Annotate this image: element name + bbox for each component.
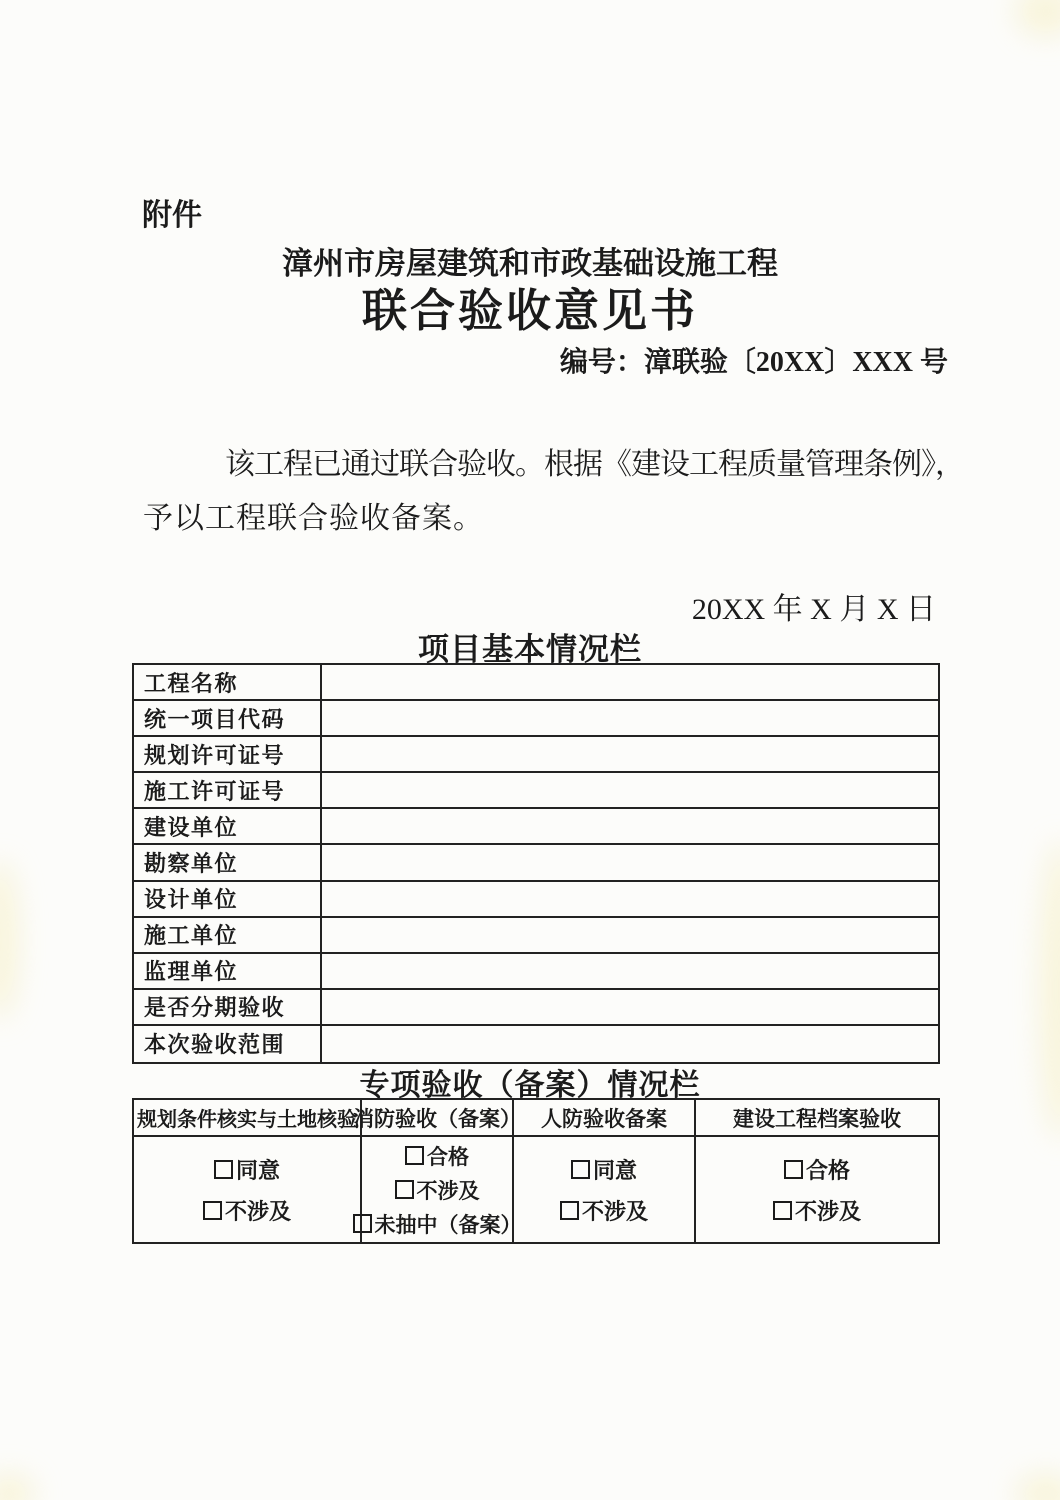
row-label-phased-acceptance: 是否分期验收 [134,990,322,1026]
checkbox-icon[interactable] [773,1201,792,1220]
basic-info-table [132,663,940,1064]
options-fire-acceptance [362,1137,522,1242]
options-archives-acceptance [696,1137,938,1242]
option-agree [571,1154,637,1185]
document-title-line1: 漳州市房屋建筑和市政基础设施工程 [282,246,778,281]
option-not-involved [773,1195,861,1226]
option-not-involved [395,1175,480,1205]
header-planning-land-check: 规划条件核实与土地核验 [134,1100,362,1137]
body-paragraph [143,438,964,546]
special-acceptance-table-title: 专项验收（备案）情况栏 [359,1069,701,1102]
scan-smudge [0,860,18,1020]
option-not-sampled [353,1209,522,1239]
option-agree [214,1154,280,1185]
attachment-label: 附件 [142,199,202,232]
option-qualified [405,1141,469,1171]
document-title-line2: 联合验收意见书 [361,286,698,336]
option-label: 不涉及 [794,1198,861,1224]
option-not-involved [560,1195,648,1226]
row-value-project-code[interactable] [322,701,938,737]
checkbox-icon[interactable] [353,1214,372,1233]
option-label: 合格 [427,1144,469,1169]
checkbox-icon[interactable] [784,1160,803,1179]
row-label-survey-unit: 勘察单位 [134,845,322,881]
option-label: 不涉及 [416,1178,480,1203]
row-label-design-unit: 设计单位 [134,882,322,918]
option-label: 同意 [235,1157,280,1183]
header-archives-acceptance: 建设工程档案验收 [696,1100,938,1137]
row-label-construction-unit: 建设单位 [134,809,322,845]
row-label-construction-permit: 施工许可证号 [134,773,322,809]
row-value-planning-permit[interactable] [322,737,938,773]
option-label: 同意 [592,1157,637,1183]
option-label: 不涉及 [581,1198,648,1224]
scan-smudge [1016,1474,1060,1500]
basic-info-table-title: 项目基本情况栏 [418,632,642,667]
row-label-builder-unit: 施工单位 [134,918,322,954]
row-label-acceptance-scope: 本次验收范围 [134,1026,322,1062]
body-line-1: 该工程已通过联合验收。根据《建设工程质量管理条例》， [225,448,964,481]
checkbox-icon[interactable] [203,1201,222,1220]
row-value-construction-unit[interactable] [322,809,938,845]
option-label: 合格 [805,1157,850,1183]
document-number: 编号：漳联验〔20XX〕XXX 号 [559,347,948,378]
checkbox-icon[interactable] [214,1160,233,1179]
header-fire-acceptance: 消防验收（备案） [362,1100,514,1137]
row-value-construction-permit[interactable] [322,773,938,809]
checkbox-icon[interactable] [395,1180,414,1199]
option-label: 未抽中（备案） [374,1212,522,1237]
row-value-supervision-unit[interactable] [322,954,938,990]
row-value-phased-acceptance[interactable] [322,990,938,1026]
row-value-design-unit[interactable] [322,882,938,918]
row-value-survey-unit[interactable] [322,845,938,881]
option-qualified [784,1154,850,1185]
option-label: 不涉及 [224,1198,291,1224]
header-civil-defense-acceptance: 人防验收备案 [514,1100,696,1137]
row-label-project-code: 统一项目代码 [134,701,322,737]
special-acceptance-table [132,1098,940,1244]
body-line-2: 予以工程联合验收备案。 [143,502,484,535]
row-label-planning-permit: 规划许可证号 [134,737,322,773]
scan-smudge [1016,0,1060,36]
row-value-builder-unit[interactable] [322,918,938,954]
row-label-project-name: 工程名称 [134,665,322,701]
options-civil-defense-acceptance [514,1137,696,1242]
date-line: 20XX 年 X 月 X 日 [691,593,936,626]
options-planning-land-check [134,1137,362,1242]
checkbox-icon[interactable] [571,1160,590,1179]
checkbox-icon[interactable] [560,1201,579,1220]
row-label-supervision-unit: 监理单位 [134,954,322,990]
scan-smudge [0,1474,34,1500]
checkbox-icon[interactable] [405,1146,424,1165]
option-not-involved [203,1195,291,1226]
row-value-project-name[interactable] [322,665,938,701]
row-value-acceptance-scope[interactable] [322,1026,938,1062]
